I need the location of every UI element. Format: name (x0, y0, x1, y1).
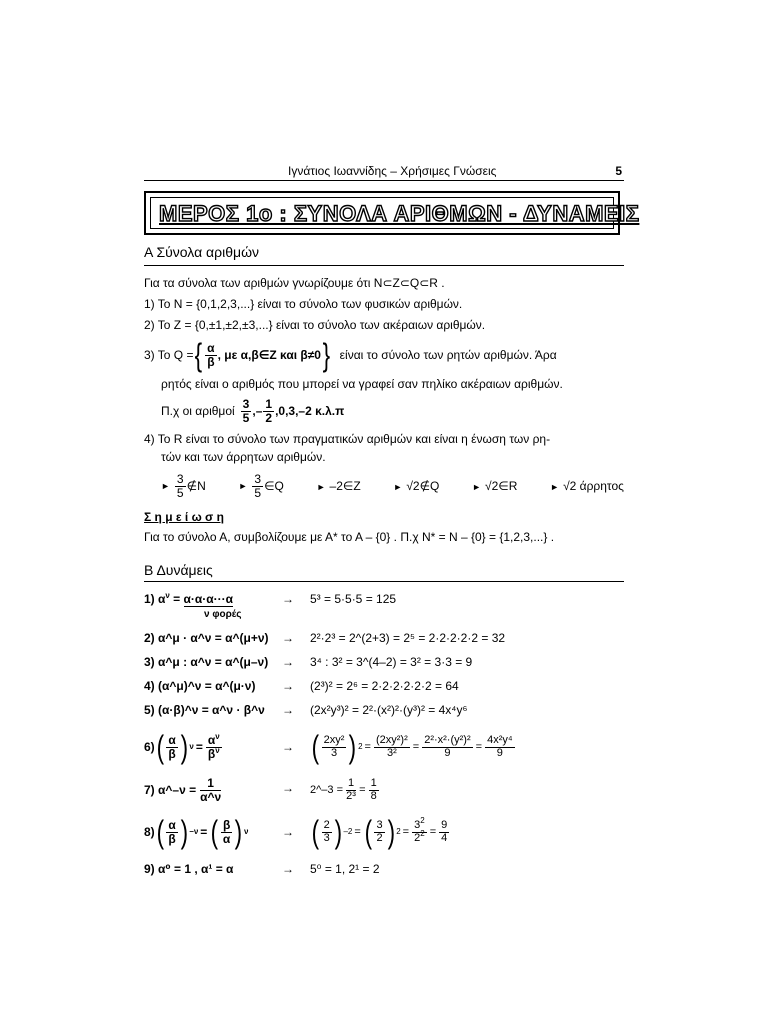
example-fraction-2-den: 2 (265, 410, 273, 425)
rule-7-label: 7) α^–ν = (144, 783, 197, 797)
rule-7-fraction (200, 777, 221, 803)
rule-6-ex-b-den: 3² (386, 746, 397, 759)
page (144, 0, 640, 1024)
rule-6-ex-b-num: (2xy²)² (375, 733, 408, 746)
bullet-4-text: √2∉Q (406, 479, 440, 493)
integers-item: 2) Το Z = {0,±1,±2,±3,...} είναι το σύνολο των ακέραιων αριθμών. (144, 318, 486, 332)
bullet-item-6 (550, 479, 624, 493)
power-rule-3: 3) α^μ : α^ν = α^(μ–ν) (144, 655, 269, 669)
bullet-2-fraction (252, 473, 263, 499)
rule-8-lhs-fraction (166, 819, 177, 845)
eq-sign: = (429, 826, 437, 838)
arrow-icon: → (282, 679, 294, 693)
right-paren-icon: ) (334, 814, 342, 850)
rule-4-example: (2³)² = 2⁶ = 2·2·2·2·2·2 = 64 (310, 679, 459, 693)
rule-6-ex-c-den: 9 (444, 746, 451, 759)
rule-1-under: ν φορές (204, 609, 242, 620)
rule-8-lhs-den: β (168, 831, 176, 846)
right-paren-icon: ) (349, 729, 357, 765)
right-paren-icon: ) (234, 814, 243, 850)
rule-6-ex-frac-d (485, 735, 515, 759)
bullet-1-den: 5 (176, 485, 184, 500)
rule-8-ex-f2-den: 2 (376, 831, 383, 844)
rule-8-ex-f4-num: 9 (441, 818, 448, 831)
section-a-title: Α Σύνολα αριθμών (144, 244, 260, 260)
rule-6-beta: β (168, 746, 176, 761)
triangle-bullet-icon: ► (393, 481, 403, 492)
left-paren-icon: ( (210, 814, 219, 850)
rule-7-num: 1 (200, 777, 221, 791)
rule-8-rhs-fraction (221, 819, 232, 845)
bullet-1-relation: ∉N (186, 479, 206, 493)
rule-6-rhs (206, 731, 222, 761)
rule-6-ex-c-num: 2²·x²·(y²)² (424, 733, 471, 746)
arrow-icon: → (282, 740, 294, 754)
banner-title: ΜΕΡΟΣ 1ο : ΣΥΝΟΛΑ ΑΡΙΘΜΩΝ - ΔΥΝΑΜΕΙΣ (159, 201, 640, 226)
example-fraction-1-num: 3 (242, 396, 250, 411)
rule-6-fraction (166, 734, 177, 760)
arrow-icon: → (282, 631, 294, 645)
example-fraction-2 (263, 398, 274, 424)
arrow-icon: → (282, 862, 294, 876)
banner-inner (150, 197, 640, 229)
rationals-prefix: 3) Το Q = (144, 348, 194, 362)
rule-8-lhs-num: α (168, 817, 176, 832)
rule-8-ex-f1-den: 3 (323, 831, 330, 844)
example-fraction-1-den: 5 (242, 410, 250, 425)
left-brace-icon: { (195, 337, 203, 373)
bullet-1-fraction (175, 473, 186, 499)
triangle-bullet-icon: ► (161, 481, 170, 491)
rule-8-rhs-den: α (222, 831, 231, 846)
left-paren-icon: ( (311, 729, 320, 765)
bullet-item-4 (393, 479, 439, 493)
bullet-5-text: √2∈R (485, 479, 518, 493)
bullet-item-1 (161, 473, 206, 499)
bullet-2-den: 5 (254, 485, 262, 500)
rationals-denominator: β (207, 354, 215, 369)
rationals-example (161, 396, 344, 426)
page-header (144, 164, 624, 181)
rule-7-ex-f1-num: 1 (348, 776, 355, 789)
power-rule-7 (144, 773, 222, 807)
power-rule-4: 4) (α^μ)^ν = α^(μ·ν) (144, 679, 256, 693)
section-b-title: Β Δυνάμεις (144, 562, 213, 578)
triangle-bullet-icon: ► (472, 481, 482, 492)
bullet-2-num: 3 (254, 471, 262, 486)
arrow-icon: → (282, 703, 294, 717)
rule-3-example: 3⁴ : 3² = 3^(4–2) = 3² = 3·3 = 9 (310, 655, 473, 669)
eq-sign: = (402, 826, 410, 838)
examples-bullets (161, 470, 624, 502)
power-rule-6: 6) ( $\frac{\alpha}{\beta}$ ) ν = $\frac{\alpha^\nu}{\beta^\nu}$ (144, 729, 220, 765)
rule-8-ex-f4-den: 4 (441, 831, 448, 844)
power-rule-9: 9) α⁰ = 1 , α¹ = α (144, 862, 234, 876)
part-banner (144, 191, 640, 235)
section-a-rule (144, 265, 624, 266)
bullet-item-3 (317, 479, 361, 493)
eq-sign: = (364, 741, 371, 753)
left-paren-icon: ( (311, 814, 320, 850)
left-paren-icon: ( (156, 729, 164, 765)
rule-8-ex-f3-num: $3^2$ (414, 815, 425, 831)
rule-6-rhs-den: $\beta^\nu$ (207, 745, 220, 761)
eq-sign: = (354, 826, 361, 838)
rule-6-ex-frac-c (422, 735, 472, 759)
power-rule-1 (144, 592, 233, 607)
rule-7-ex-f1-den: 2³ (346, 789, 356, 802)
example-rest: ,0,3,–2 κ.λ.π (275, 404, 345, 418)
rationals-fraction (205, 342, 216, 368)
rule-7-ex-frac-2 (369, 778, 379, 802)
rule-7-den: α^ν (200, 789, 222, 804)
rule-6-example: ( $\frac{\text{2xy²}}{3}$ ) 2 = $\frac{\text{(2xy²)²}}{\text{3²}}$ = $\frac{\text{2²·x²·(y²)²}}{9}$ = $\frac{\text{4x²y⁴}}{9}$ (311, 729, 513, 765)
rule-8-ex-frac-4 (439, 820, 449, 844)
rule-7-ex-frac-1 (346, 778, 356, 802)
page-number: 5 (615, 164, 622, 178)
rule-1-exp: ν (165, 591, 170, 600)
example-fraction-2-num: 1 (265, 396, 273, 411)
bullet-6-text: √2 άρρητος (563, 479, 624, 493)
rule-6-ex-frac-a (322, 735, 347, 759)
bullet-1-num: 3 (176, 471, 184, 486)
eq-sign: = (475, 741, 483, 753)
rule-8-label: 8) (144, 825, 155, 839)
rule-6-eq: = (195, 740, 203, 754)
eq-sign: = (200, 825, 208, 839)
left-paren-icon: ( (156, 814, 164, 850)
triangle-bullet-icon: ► (316, 481, 326, 492)
reals-item-line2: τών και των άρρητων αριθμών. (161, 450, 326, 464)
triangle-bullet-icon: ► (238, 481, 248, 491)
rule-6-alpha: α (168, 732, 176, 747)
arrow-icon: → (282, 781, 294, 795)
note-text: Για το σύνολο Α, συμβολίζουμε με Α* το Α – {0} . Π.χ N* = N – {0} = {1,2,3,...} . (144, 530, 555, 544)
rationals-condition: , με α,β∈Z και β≠0 (217, 348, 321, 362)
example-separator: ,– (252, 404, 263, 418)
rationals-definition: ρητός είναι ο αριθμός που μπορεί να γραφεί σαν πηλίκο ακέραιων αριθμών. (161, 377, 563, 391)
rule-5-example: (2x²y³)² = 2²·(x²)²·(y³)² = 4x⁴y⁶ (310, 703, 468, 717)
rule-7-ex-f2-num: 1 (370, 776, 377, 789)
sets-intro: Για τα σύνολα των αριθμών γνωρίζουμε ότι N⊂Z⊂Q⊂R . (144, 276, 445, 290)
section-b-rule (144, 581, 624, 582)
rule-6-ex-d-num: 4x²y⁴ (487, 733, 513, 746)
arrow-icon: → (282, 825, 294, 839)
right-brace-icon: } (322, 337, 331, 373)
rule-1-example: 5³ = 5·5·5 = 125 (310, 592, 397, 606)
rule-8-ex-frac-1 (322, 820, 332, 844)
power-rule-5: 5) (α·β)^ν = α^ν · β^ν (144, 703, 265, 717)
rule-1-eq: = (169, 592, 184, 606)
note-title: Σ η μ ε ί ω σ η (144, 510, 224, 524)
rule-6-rhs-num: $\alpha^\nu$ (207, 731, 220, 747)
reals-item-line1: 4) Το R είναι το σύνολο των πραγματικών αριθμών και είναι η ένωση των ρη- (144, 432, 551, 446)
natural-numbers-item: 1) Το N = {0,1,2,3,...} είναι το σύνολο των φυσικών αριθμών. (144, 297, 463, 311)
rule-9-example: 5⁰ = 1, 2¹ = 2 (310, 862, 380, 876)
rule-7-ex-prefix: 2^–3 = (310, 784, 343, 796)
rule-8-ex-f3-den: $2^2$ (414, 828, 425, 844)
power-rule-8: 8) ( $\frac{\alpha}{\beta}$ ) –ν = ( $\frac{\beta}{\alpha}$ ) ν (144, 814, 249, 850)
rule-7-example (310, 773, 380, 807)
right-paren-icon: ) (180, 814, 188, 850)
rule-1-label: 1) α (144, 592, 166, 606)
triangle-bullet-icon: ► (550, 481, 560, 492)
bullet-item-2 (238, 473, 283, 499)
rule-6-label: 6) (144, 740, 155, 754)
rule-8-ex-frac-2 (374, 820, 384, 844)
arrow-icon: → (282, 592, 294, 606)
example-fraction-1 (241, 398, 252, 424)
rule-6-ex-a-num: 2xy² (323, 733, 345, 746)
right-paren-icon: ) (180, 729, 188, 765)
eq-sign: = (359, 784, 366, 796)
power-rule-2: 2) α^μ · α^ν = α^(μ+ν) (144, 631, 269, 645)
eq-sign: = (412, 741, 420, 753)
rule-1-product: α·α·α···α (183, 592, 234, 606)
rule-8-rhs-num: β (222, 817, 231, 832)
rationals-numerator: α (207, 340, 215, 355)
rationals-suffix: είναι το σύνολο των ρητών αριθμών. Άρα (339, 348, 557, 362)
rule-7-ex-f2-den: 8 (370, 789, 377, 802)
left-paren-icon: ( (364, 814, 372, 850)
arrow-icon: → (282, 655, 294, 669)
right-paren-icon: ) (387, 814, 395, 850)
rule-8-ex-f1-num: 2 (323, 818, 330, 831)
rule-6-ex-a-den: 3 (330, 746, 338, 759)
bullet-item-5 (472, 479, 517, 493)
bullet-2-relation: ∈Q (264, 479, 284, 493)
rationals-item (144, 338, 557, 372)
header-title: Ιγνάτιος Ιωαννίδης – Χρήσιμες Γνώσεις (288, 164, 497, 178)
rule-6-ex-frac-b (374, 735, 410, 759)
rule-6-ex-d-den: 9 (496, 746, 503, 759)
bullet-3-text: –2∈Z (329, 479, 361, 493)
rule-8-ex-f2-num: 3 (376, 818, 383, 831)
rule-8-example: ( $\frac{2}{3}$ ) –2 = ( $\frac{3}{2}$ ) 2 = $\frac{3^2}{2^2}$ = $\frac{9}{4}$ (311, 814, 448, 850)
rule-2-example: 2²·2³ = 2^(2+3) = 2⁵ = 2·2·2·2·2 = 32 (310, 631, 506, 645)
rationals-example-prefix: Π.χ οι αριθμοί (161, 404, 235, 418)
rule-8-ex-frac-3 (412, 815, 427, 844)
